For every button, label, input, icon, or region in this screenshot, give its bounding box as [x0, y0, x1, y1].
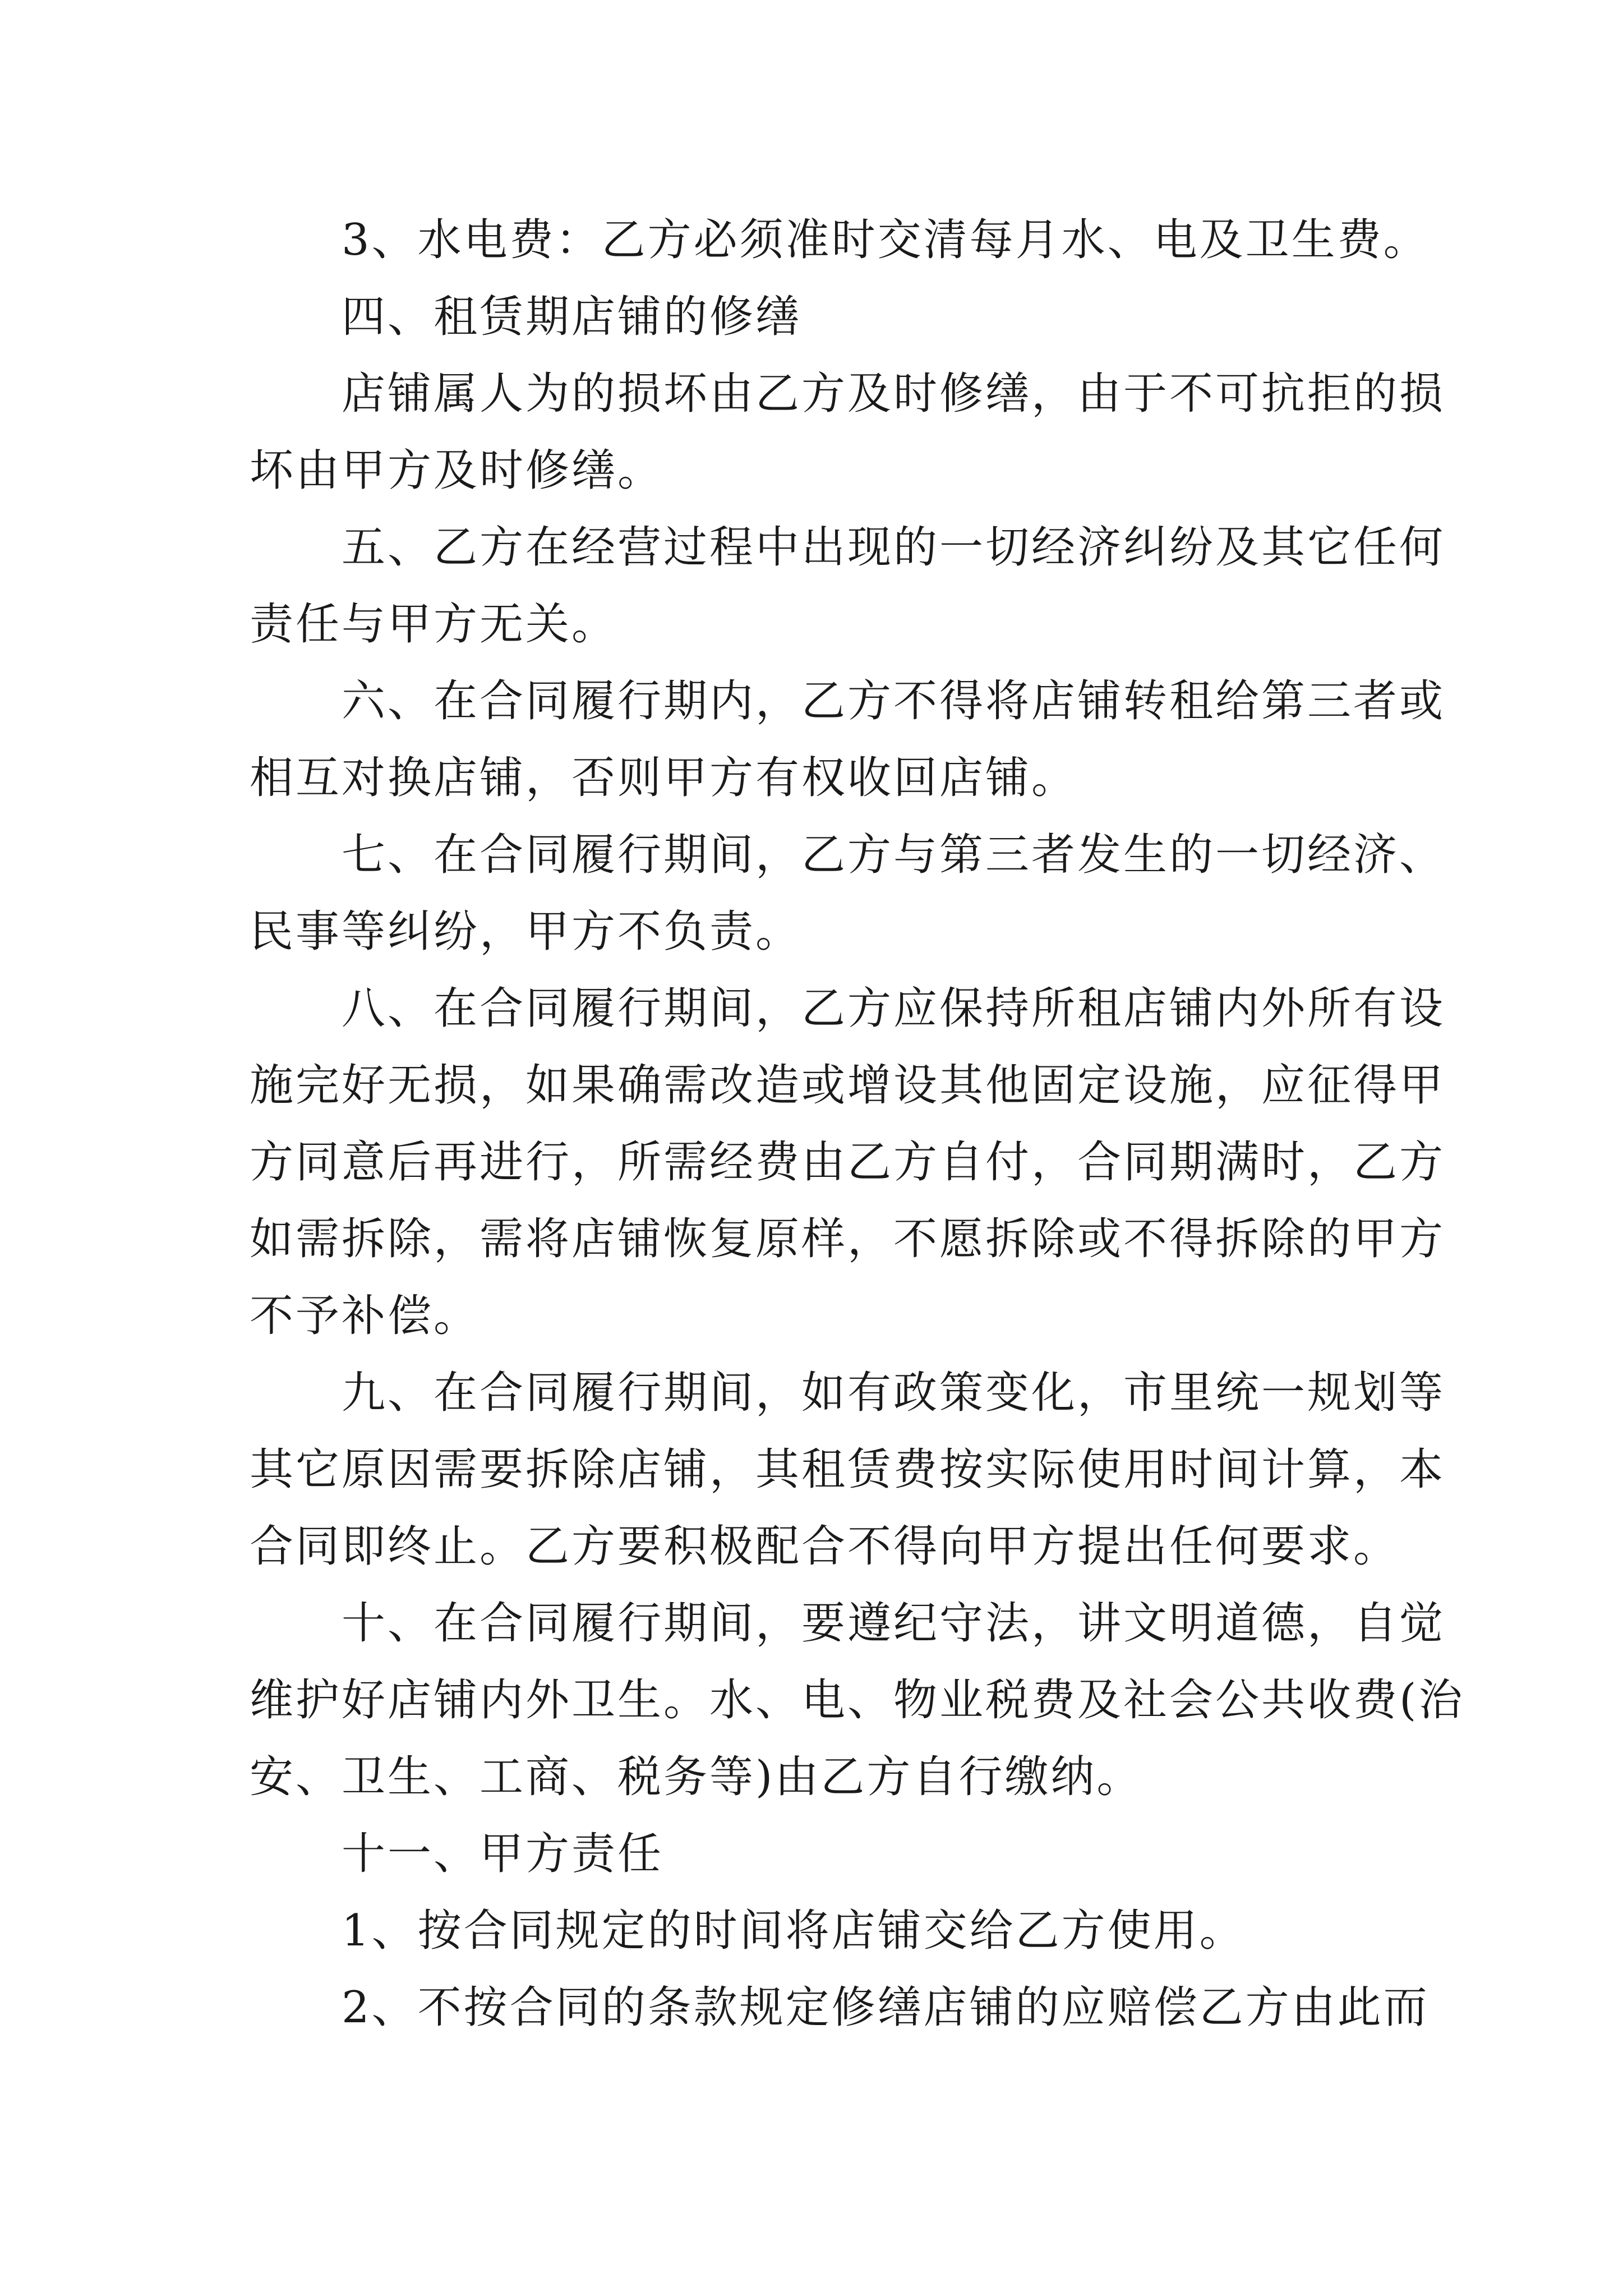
- section-heading: 四、租赁期店铺的修缮: [342, 292, 802, 342]
- section-heading: 十一、甲方责任: [342, 1829, 664, 1879]
- text-line: 相互对换店铺，否则甲方有权收回店铺。: [250, 753, 1078, 803]
- text-line: 七、在合同履行期间，乙方与第三者发生的一切经济、: [342, 830, 1446, 880]
- text-line: 安、卫生、工商、税务等)由乙方自行缴纳。: [250, 1752, 1143, 1802]
- document-body: [250, 202, 1465, 2046]
- text-line: 九、在合同履行期间，如有政策变化，市里统一规划等: [342, 1368, 1446, 1418]
- text-line: 1、按合同规定的时间将店铺交给乙方使用。: [342, 1906, 1246, 1956]
- text-line: 六、在合同履行期内，乙方不得将店铺转租给第三者或: [342, 676, 1446, 726]
- text-line: 合同即终止。乙方要积极配合不得向甲方提出任何要求。: [250, 1521, 1400, 1572]
- text-line: 民事等纠纷，甲方不负责。: [250, 907, 802, 957]
- text-line: 施完好无损，如果确需改造或增设其他固定设施，应征得甲: [250, 1060, 1446, 1111]
- text-line: 2、不按合同的条款规定修缮店铺的应赔偿乙方由此而: [342, 1982, 1430, 2033]
- text-line: 八、在合同履行期间，乙方应保持所租店铺内外所有设: [342, 983, 1446, 1034]
- text-line: 店铺属人为的损坏由乙方及时修缮，由于不可抗拒的损: [342, 369, 1446, 419]
- text-line: 五、乙方在经营过程中出现的一切经济纠纷及其它任何: [342, 522, 1446, 573]
- text-line: 维护好店铺内外卫生。水、电、物业税费及社会公共收费(治: [250, 1675, 1465, 1726]
- text-line: 十、在合同履行期间，要遵纪守法，讲文明道德，自觉: [342, 1598, 1446, 1649]
- text-line: 其它原因需要拆除店铺，其租赁费按实际使用时间计算，本: [250, 1444, 1446, 1495]
- text-line: 方同意后再进行，所需经费由乙方自付，合同期满时，乙方: [250, 1137, 1446, 1188]
- text-line: 坏由甲方及时修缮。: [250, 445, 664, 496]
- text-line: 如需拆除，需将店铺恢复原样，不愿拆除或不得拆除的甲方: [250, 1214, 1446, 1264]
- text-line: 责任与甲方无关。: [250, 599, 618, 650]
- text-line: 不予补偿。: [250, 1291, 480, 1341]
- text-line: 3、水电费：乙方必须准时交清每月水、电及卫生费。: [342, 215, 1430, 265]
